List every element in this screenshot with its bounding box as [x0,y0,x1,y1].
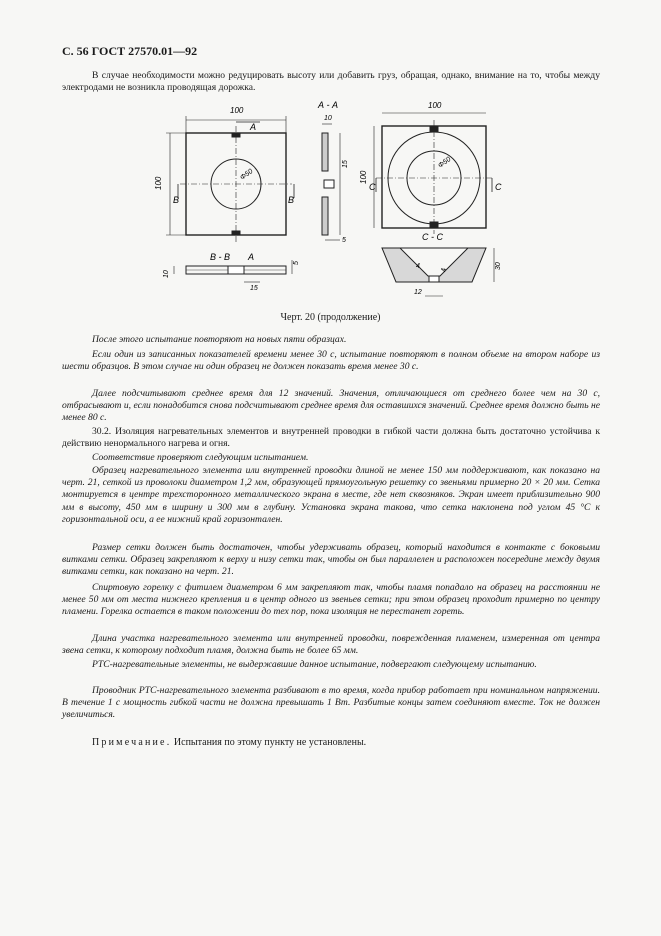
note-text: Испытания по этому пункту не установлены. [171,737,367,748]
dim-5: 5 [342,237,346,244]
label-a2: A [248,252,255,262]
paragraph: Проводник PTC-нагревательного элемента разбивают в то время, когда прибор работает при номинальном напряжении. В течение 1 с мощность гибкой части не должна превышать 1 Вт. Разбитые концы затем соединяют вместе. Ток не должен увеличиться. [62,685,600,721]
paragraph: Размер сетки должен быть достаточен, чтобы удерживать образец, который находится в контакте с боковыми витками сетки. Образец закрепляют к верху и низу сетки так, чтобы он был параллелен и расположен посередине между двумя витками сетки, как показано на черт. 21. [62,542,600,578]
paragraph: PTC-нагревательные элементы, не выдержавшие данное испытание, подвергают следующему испытанию. [92,659,537,670]
section-aa [322,124,340,240]
paragraph: Спиртовую горелку с фитилем диаметром 6 мм закрепляют так, чтобы пламя попадало на образец на расстоянии не менее 50 мм от места нижнего крепления и в центр одного из звеньев сетки; при этом образец проходит примерно по центру пламени. Горелка остается в таком положении до тех пор, пока изоляция не перестанет гореть. [62,582,600,618]
paragraph: Образец нагревательного элемента или внутренней проводки длиной не менее 150 мм поддерживают, как показано на черт. 21, сеткой из проволоки диаметром 1,2 мм, образующей прямоугольную решетку со звеньями примерно 20 × 20 мм. Сетка монтируется в центре трехсторонного металлического экрана в месте, где нет сквозняков. Экран имеет приблизительно 900 мм в высоту, 450 мм в ширину и 300 мм в глубину. Установка экрана такова, что сетка наклонена под углом 45 °С к горизонтальной оси, а ее нижний край горизонтален. [62,465,600,525]
dim-10b: 10 [163,270,170,278]
section-cc-title: С - С [422,232,443,242]
dim-height: 100 [154,176,163,190]
dim-width-c: 100 [428,101,442,110]
dim-phi: Φ50 [239,168,255,182]
dim-15: 15 [342,160,349,168]
paragraph: Длина участка нагревательного элемента или внутренней проводки, поврежденная пламенем, измеренная от центра звена сетки, к которому подходит пламя, должна быть не более 65 мм. [62,633,600,657]
paragraph: Соответствие проверяют следующим испытанием. [92,452,309,463]
dim-4: 4 [416,263,420,270]
dim-15b: 15 [250,285,258,292]
figure-20 [150,100,530,300]
paragraph: После этого испытание повторяют на новых пяти образцах. [92,334,347,345]
dim-10: 10 [324,115,332,122]
label-b2: B [288,195,295,205]
plate-c [374,113,492,234]
dim-30: 30 [495,262,502,270]
figure-caption: Черт. 20 (продолжение) [280,312,381,323]
section-bb [174,260,292,282]
dim-12: 12 [414,289,422,296]
section-aa-title: А - А [318,100,339,110]
section-bb-title: В - В [210,252,231,262]
page-header: С. 56 ГОСТ 27570.01—92 [62,44,198,58]
label-c: C [369,182,376,192]
dim-5b: 5 [293,261,300,265]
note-label: Примечание. [92,737,172,748]
label-a: A [250,122,257,132]
section-cc [382,248,494,296]
dim-phi-c: Φ50 [437,156,453,170]
dim-height-c: 100 [359,170,368,184]
paragraph: 30.2. Изоляция нагревательных элементов и внутренней проводки в гибкой части должна быть достаточно устойчива к действию ненормального нагрева и огня. [62,426,600,450]
dim-4b: 4 [441,268,448,272]
note [92,737,366,748]
dim-width: 100 [230,106,244,115]
paragraph: Далее подсчитывают среднее время для 12 значений. Значения, отличающиеся от среднего более чем на 30 с, отбрасывают и, если понадобится снова подсчитывают среднее время для оставшихся значений. Среднее время должно быть не менее 80 с. [62,388,600,424]
paragraph: Если один из записанных показателей времени менее 30 с, испытание повторяют в полном объеме на втором наборе из шести образцов. В этом случае ни один образец не должен показать время менее 30 с. [62,349,600,373]
intro-paragraph: В случае необходимости можно редуцировать высоту или добавить груз, обращая, однако, внимание на то, чтобы между электродами не возникла проводящая дорожка. [62,70,600,94]
label-c2: C [495,182,502,192]
label-b: B [173,195,180,205]
plate-plan [166,116,294,242]
